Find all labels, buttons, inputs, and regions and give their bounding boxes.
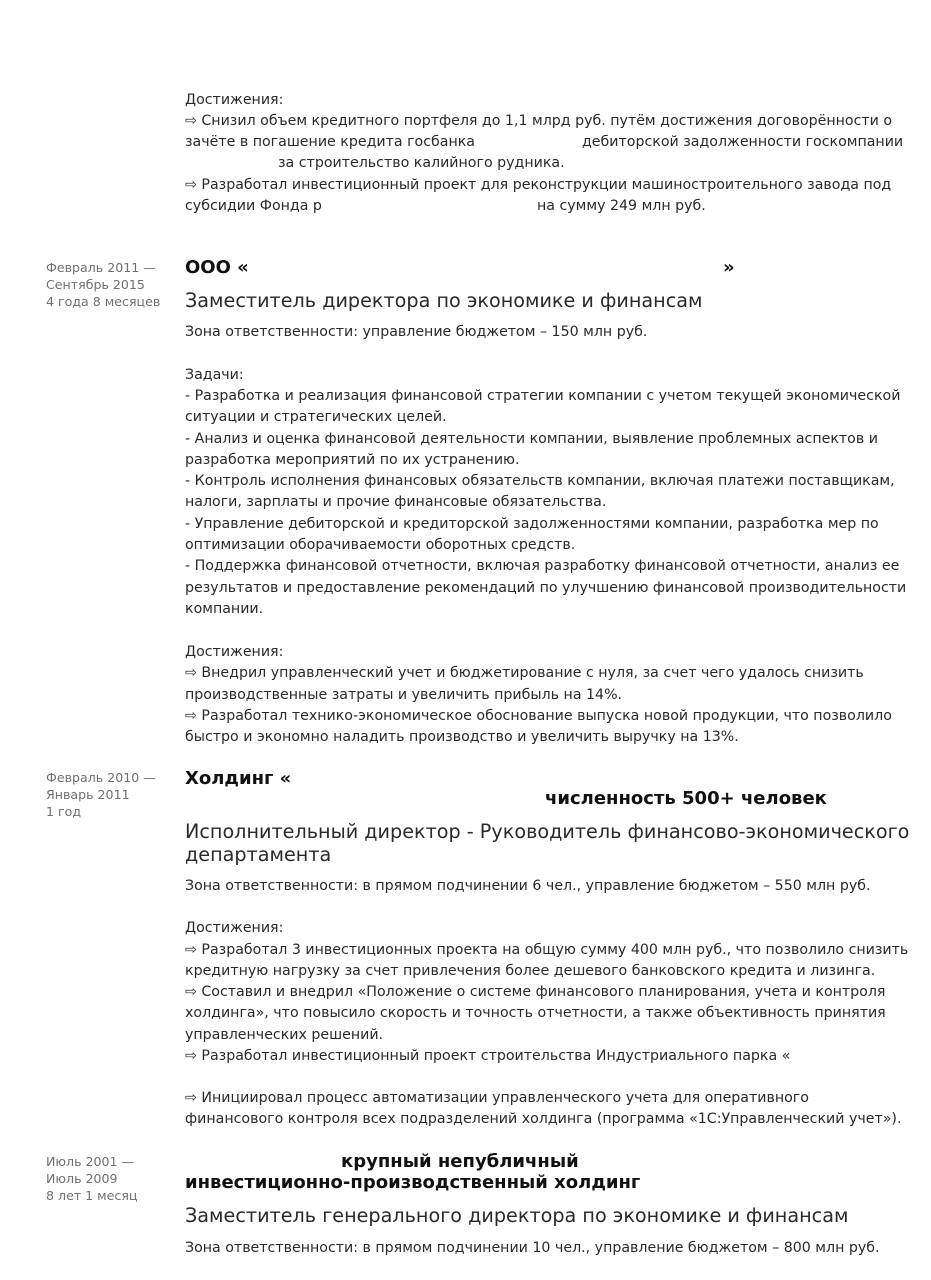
achievement-line: субсидии Фонда р (185, 198, 322, 214)
company-name-cont: инвестиционно-производственный холдинг (185, 1172, 641, 1193)
company-name-end: » (723, 257, 735, 278)
job-duration: 4 года 8 месяцев (46, 294, 161, 309)
task-line: разработка мероприятий по их устранению. (185, 452, 520, 468)
achievement-line: ⇨ Разработал инвестиционный проект для реконструкции машиностроительного завода под (185, 177, 892, 193)
task-line: компании. (185, 601, 264, 617)
achievement-line: быстро и экономно наладить производство и увеличить выручку на 13%. (185, 729, 739, 745)
achievement-line: ⇨ Внедрил управленческий учет и бюджетирование с нуля, за счет чего удалось снизить (185, 665, 864, 681)
achievement-line: финансового контроля всех подразделений холдинга (программа «1С:Управленческий учет»). (185, 1111, 902, 1127)
achievement-line: ⇨ Составил и внедрил «Положение о системе финансового планирования, учета и контроля (185, 984, 886, 1000)
task-line: - Поддержка финансовой отчетности, включая разработку финансовой отчетности, анализ ее (185, 558, 900, 574)
job-date-end: Июль 2009 (46, 1171, 118, 1186)
job-date-start: Февраль 2011 — (46, 260, 156, 275)
task-line: налоги, зарплаты и прочие финансовые обязательства. (185, 494, 607, 510)
achievement-line: холдинга», что повысило скорость и точность отчетности, а также объективность принятия (185, 1005, 886, 1021)
achievement-line: ⇨ Разработал технико-экономическое обоснование выпуска новой продукции, что позволило (185, 708, 892, 724)
job-date-end: Сентябрь 2015 (46, 277, 145, 292)
tasks-heading: Задачи: (185, 367, 244, 383)
task-line: результатов и предоставление рекомендаций по улучшению финансовой производительности (185, 580, 907, 596)
achievement-line: ⇨ Разработал инвестиционный проект строительства Индустриального парка « (185, 1048, 791, 1064)
achievement-line: за строительство калийного рудника. (278, 155, 565, 171)
achievements-heading: Достижения: (185, 92, 284, 108)
task-line: ситуации и стратегических целей. (185, 409, 447, 425)
task-line: - Контроль исполнения финансовых обязательств компании, включая платежи поставщикам, (185, 473, 895, 489)
position-title: Исполнительный директор - Руководитель финансово-экономического (185, 820, 910, 843)
task-line: оптимизации оборачиваемости оборотных средств. (185, 537, 576, 553)
achievement-line: на сумму 249 млн руб. (537, 198, 706, 214)
achievement-line: зачёте в погашение кредита госбанка (185, 134, 475, 150)
achievement-line: кредитную нагрузку за счет привлечения более дешевого банковского кредита и лизинга. (185, 963, 876, 979)
responsibility-zone: Зона ответственности: в прямом подчинении 10 чел., управление бюджетом – 800 млн руб. (185, 1240, 880, 1256)
company-headcount: численность 500+ человек (545, 788, 827, 809)
responsibility-zone: Зона ответственности: управление бюджетом – 150 млн руб. (185, 324, 648, 340)
job-date-end: Январь 2011 (46, 787, 130, 802)
task-line: - Разработка и реализация финансовой стратегии компании с учетом текущей экономической (185, 388, 901, 404)
task-line: - Управление дебиторской и кредиторской задолженностями компании, разработка мер по (185, 516, 879, 532)
achievement-line: производственные затраты и увеличить прибыль на 14%. (185, 687, 623, 703)
position-title: Заместитель директора по экономике и финансам (185, 289, 703, 312)
achievement-line: управленческих решений. (185, 1027, 384, 1043)
achievements-heading: Достижения: (185, 920, 284, 936)
achievement-line: ⇨ Инициировал процесс автоматизации управленческого учета для оперативного (185, 1090, 809, 1106)
achievements-heading: Достижения: (185, 644, 284, 660)
job-date-start: Февраль 2010 — (46, 770, 156, 785)
job-duration: 8 лет 1 месяц (46, 1188, 138, 1203)
job-date-start: Июль 2001 — (46, 1154, 135, 1169)
achievement-line: дебиторской задолженности госкомпании (582, 134, 904, 150)
position-title-cont: департамента (185, 843, 332, 866)
position-title: Заместитель генерального директора по экономике и финансам (185, 1204, 849, 1227)
company-name: ООО « (185, 257, 249, 278)
company-name: крупный непубличный (341, 1151, 579, 1172)
responsibility-zone: Зона ответственности: в прямом подчинении 6 чел., управление бюджетом – 550 млн руб. (185, 878, 871, 894)
achievement-line: ⇨ Снизил объем кредитного портфеля до 1,1 млрд руб. путём достижения договорённости о (185, 113, 893, 129)
achievement-line: ⇨ Разработал 3 инвестиционных проекта на общую сумму 400 млн руб., что позволило снизить (185, 942, 909, 958)
job-duration: 1 год (46, 804, 82, 819)
task-line: - Анализ и оценка финансовой деятельности компании, выявление проблемных аспектов и (185, 431, 878, 447)
company-name: Холдинг « (185, 768, 292, 789)
